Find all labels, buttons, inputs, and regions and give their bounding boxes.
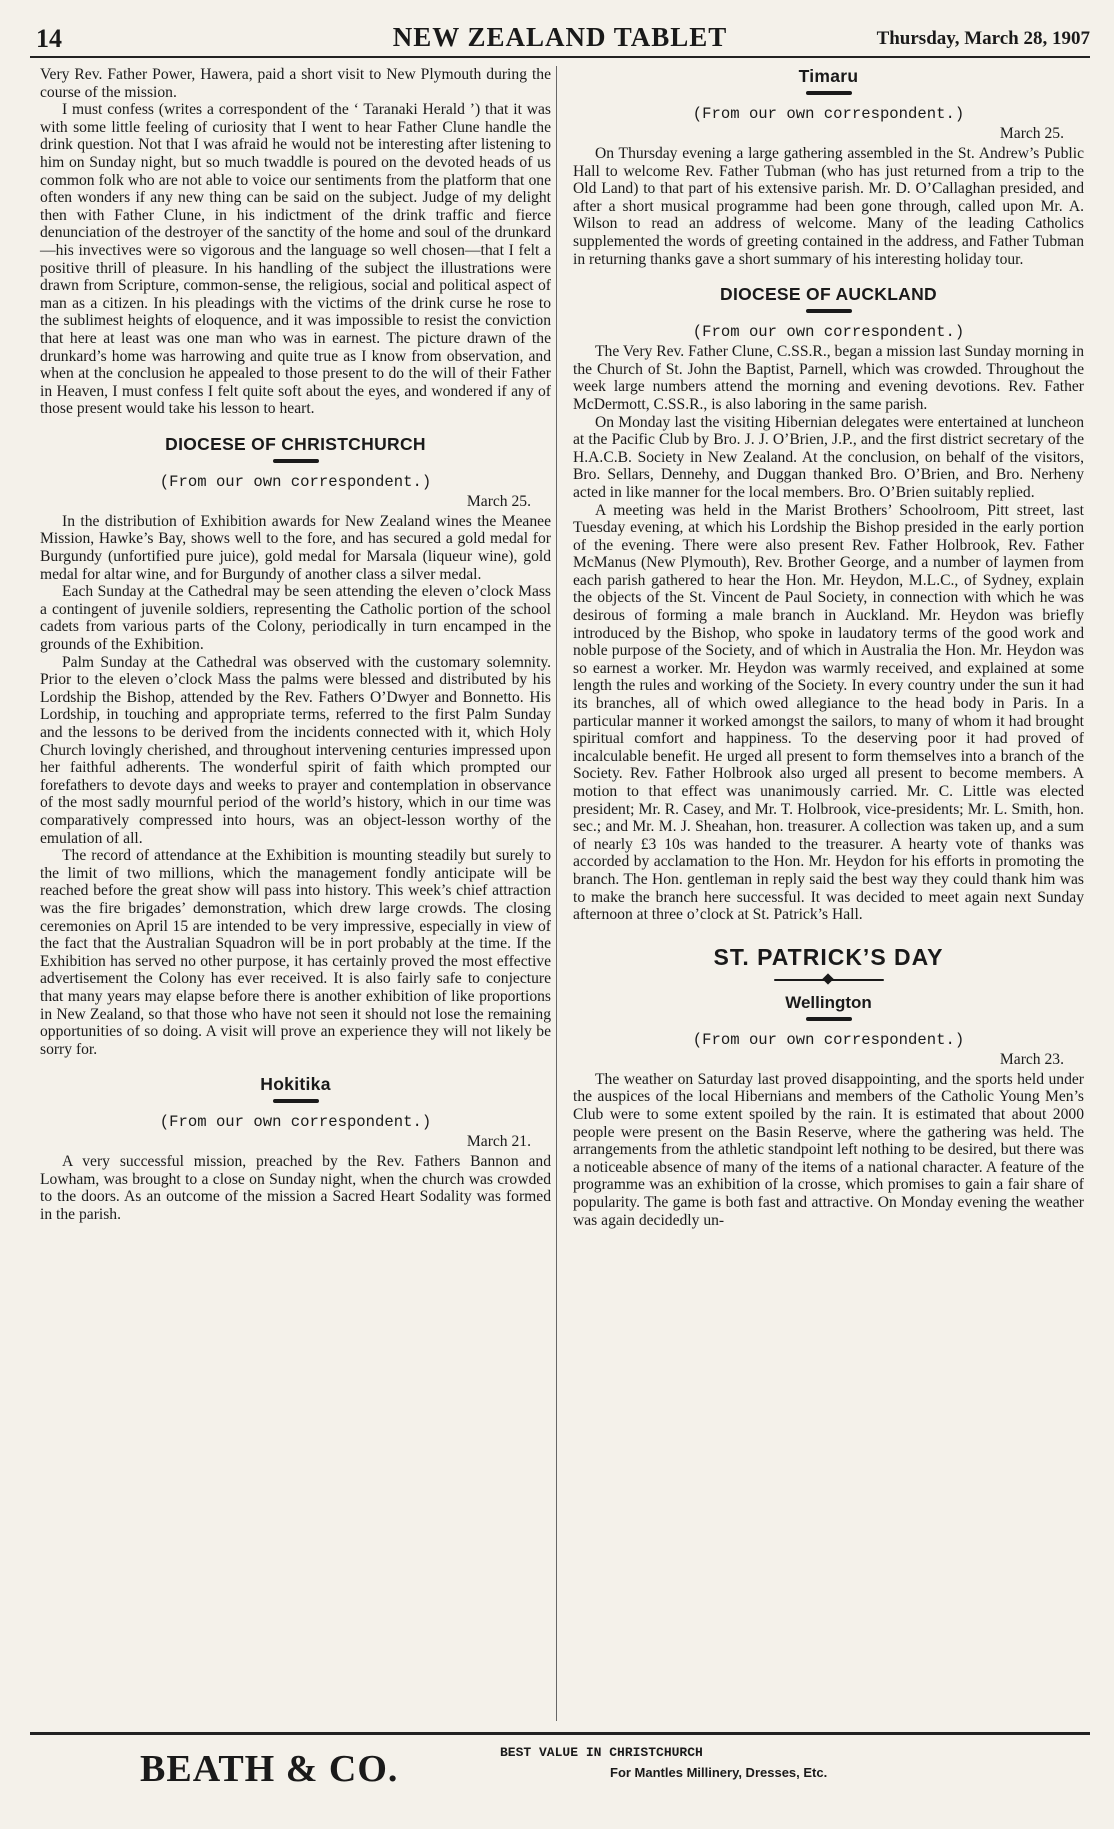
left-column: [40, 66, 551, 1224]
masthead: [30, 22, 1090, 58]
article-paragraph: A very successful mission, preached by the Rev. Fathers Bannon and Lowham, was brought to a close on Sunday night, when the church was crowded to the doors. As an outcome of the mission a Sacred Heart Sodality was formed in the parish.: [40, 1153, 551, 1224]
ornament-rule: [774, 979, 884, 981]
article-paragraph: The weather on Saturday last proved disappointing, and the sports held under the auspices of the local Hibernians and members of the Catholic Young Men’s Club were to some extent spoiled by the rain. It is estimated that about 2000 people were present on the Basin Reserve, where the gathering was held. The arrangements from the athletic standpoint left nothing to be desired, but there was a noticeable absence of many of the items of a national character. A feature of the programme was an exhibition of la crosse, which promises to gain a fair share of popularity. The game is both fast and attractive. On Monday evening the weather was again decidedly un-: [573, 1070, 1084, 1229]
article-paragraph: The Very Rev. Father Clune, C.SS.R., began a mission last Sunday morning in the Church of St. John the Baptist, Parnell, which was crowded. Throughout the week large numbers attend the morning and evening devotions. Rev. Father McDermott, C.SS.R., is also laboring in the same parish.: [573, 343, 1085, 413]
heading-rule: [806, 309, 852, 313]
heading-rule: [273, 459, 319, 463]
correspondent-line: (From our own correspondent.): [159, 1113, 432, 1132]
intro-paragraph: I must confess (writes a correspondent of the ‘ Taranaki Herald ’) that it was with some little feeling of curiosity that I went to hear Father Clune handle the drink question. Not that I was afraid he would not be interesting after listening to him on Sunday night, but so much twaddle is poured on the devoted heads of us common folk who are not able to voice our sentiments from the platform that one often wonders if any new thing can be said on the subject. Judge of my delight then with Father Clune, in his indictment of the drink traffic and fierce denunciation of the destroyer of the sanctity of the home and soul of the drunkard—his invectives were so vigorous and the language so well chosen—that I felt a positive thrill of pleasure. In his handling of the subject the illustrations were drawn from Scripture, common-sense, the religious, social and political aspect of man as a citizen. In his pleadings with the victims of the drink curse he rose to the sublimest heights of eloquence, and it was impossible to resist the conviction that here at least was one man who was in earnest. The picture drawn of the drunkard’s home was harrowing and quite true as I know from observation, and when at the conclusion he appealed to those present to do the will of their Father in Heaven, I must confess I felt quite soft about the eyes, and wondered if any of those present would take his lesson to heart.: [40, 101, 551, 418]
advert-tagline: BEST VALUE IN CHRISTCHURCH: [500, 1745, 703, 1760]
article-paragraph: A meeting was held in the Marist Brothers’ Schoolroom, Pitt street, last Tuesday evening, at which his Lordship the Bishop presided in the early portion of the evening. There were also present Rev. Father Holbrook, Rev. Father McManus (New Plymouth), Rev. Brother George, and a number of laymen from each parish gathered to hear the Hon. Mr. Heydon, M.L.C., of Sydney, explain the objects of the St. Vincent de Paul Society, in connection with which he was desirous of forming a male branch in Auckland. Mr. Heydon was briefly introduced by the Bishop, who spoke in laudatory terms of the good work and noble purpose of the Society, and of which in Australia the Hon. Mr. Heydon was so earnest a worker. Mr. Heydon was warmly received, and explained at some length the rules and working of the Society. In every country under the sun it had its branches, all of which owed allegiance to the head body in Paris. In a particular manner it worked amongst the sailors, to many of whom it had brought spiritual comfort and happiness. To the deserving poor it had proved of incalculable benefit. He urged all present to form themselves into a branch of the Society. Rev. Father Holbrook also urged all present to become members. A motion to that effect was unanimously carried. Mr. C. Little was elected president; Mr. R. Casey, and Mr. T. Holbrook, vice-presidents; Mr. L. Smith, hon. sec.; and Mr. M. J. Sheahan, hon. treasurer. A collection was taken up, and a sum of nearly £3 10s was handed to the treasurer. A hearty vote of thanks was accorded by acclamation to the Hon. Mr. Heydon for his efforts in promoting the branch. The Hon. gentleman in reply said the best way they could thank him was to make the branch here successful. It was decided to meet again next Sunday afternoon at three o’clock at St. Patrick’s Hall.: [573, 501, 1084, 924]
dateline: March 25.: [466, 492, 531, 510]
correspondent-line: (From our own correspondent.): [692, 105, 965, 123]
heading-rule: [806, 1017, 852, 1021]
article-paragraph: In the distribution of Exhibition awards for New Zealand wines the Meanee Mission, Hawke’s Bay, shows well to the fore, and has secured a gold medal for Burgundy (unfortified pure juice), gold medal for Marsala (liqueur wine), gold medal for altar wine, and for Burgundy of another class a silver medal.: [40, 512, 551, 583]
heading-rule: [806, 91, 852, 95]
page-number: 14: [36, 24, 62, 53]
section-heading-hokitika: Hokitika: [260, 1074, 331, 1095]
newspaper-title: NEW ZEALAND TABLET: [392, 22, 728, 52]
article-paragraph: The record of attendance at the Exhibition is mounting steadily but surely to the limit of two millions, which the management fondly anticipate will be reached before the great show will pass into history. This week’s chief attraction was the fire brigades’ demonstration, which drew large crowds. The closing ceremonies on April 15 are intended to be very impressive, especially in view of the fact that the Australian Squadron will be in port probably at the time. If the Exhibition has served no other purpose, it has certainly proved the most effective advertisement the Colony has ever received. It is also fairly safe to conjecture that many years may elapse before there is another exhibition of like proportions in New Zealand, so that those who have not seen it should not lose the remaining opportunities of so doing. A visit will prove an experience they will not likely be sorry for.: [40, 847, 551, 1058]
article-paragraph: On Monday last the visiting Hibernian delegates were entertained at luncheon at the Pacific Club by Bro. J. J. O’Brien, J.P., and the first district secretary of the H.A.C.B. Society in New Zealand. At the conclusion, on behalf of the visitors, Bro. Sellars, Dennehy, and Duggan thanked Bro. O’Brien, and Bro. Nerheny acted in like manner for the local members. Bro. O’Brien suitably replied.: [573, 413, 1084, 501]
heading-rule: [273, 1099, 319, 1103]
column-divider: [556, 66, 557, 1721]
advertisement-footer: [30, 1732, 1090, 1805]
correspondent-line: (From our own correspondent.): [692, 323, 965, 342]
article-paragraph: On Thursday evening a large gathering assembled in the St. Andrew’s Public Hall to welcome Rev. Father Tubman (who has just returned from a trip to the Old Land) to that part of his extensive parish. Mr. D. O’Callaghan presided, and after a short musical programme had been gone through, called upon Mr. A. Wilson to read an address of welcome. Many of the leading Catholics supplemented the words of greeting contained in the address, and Father Tubman in returning thanks gave a short summary of his interesting holiday tour.: [573, 145, 1084, 268]
dateline: March 21.: [466, 1133, 531, 1151]
correspondent-line: (From our own correspondent.): [692, 1030, 965, 1049]
intro-paragraph: Very Rev. Father Power, Hawera, paid a short visit to New Plymouth during the course of the mission.: [40, 66, 551, 101]
dateline: March 23.: [999, 1050, 1064, 1068]
advert-brand: BEATH & CO.: [140, 1748, 399, 1790]
section-heading-timaru: Timaru: [798, 66, 859, 86]
right-column: [573, 66, 1084, 1229]
section-heading-christchurch: DIOCESE OF CHRISTCHURCH: [165, 433, 426, 454]
article-paragraph: Each Sunday at the Cathedral may be seen attending the eleven o’clock Mass a contingent of juvenile soldiers, representing the Catholic portion of the school cadets from various parts of the Colony, periodically in turn encamped in the grounds of the Exhibition.: [40, 583, 551, 654]
issue-date: Thursday, March 28, 1907: [876, 28, 1090, 49]
dateline: March 25.: [999, 125, 1064, 142]
correspondent-line: (From our own correspondent.): [159, 472, 432, 491]
subheading-wellington: Wellington: [785, 992, 872, 1012]
section-heading-st-patricks-day: ST. PATRICK’S DAY: [713, 943, 944, 970]
advert-subline: For Mantles Millinery, Dresses, Etc.: [610, 1765, 828, 1780]
section-heading-auckland: DIOCESE OF AUCKLAND: [720, 284, 937, 305]
article-paragraph: Palm Sunday at the Cathedral was observed with the customary solemnity. Prior to the eleven o’clock Mass the palms were blessed and distributed by his Lordship the Bishop, attended by the Rev. Fathers O’Dwyer and Bonnetto. His Lordship, in touching and appropriate terms, referred to the first Palm Sunday and the lessons to be derived from the incidents connected with it, which Holy Church lovingly cherished, and throughout intervening centuries impressed upon her faithful adherents. The wonderful spirit of faith which prompted our forefathers to devote days and weeks to prayer and contemplation in observance of the most sadly mournful period of the world’s history, which in our time was comparatively compressed into hours, was an object-lesson worthy of the emulation of all.: [40, 653, 551, 847]
